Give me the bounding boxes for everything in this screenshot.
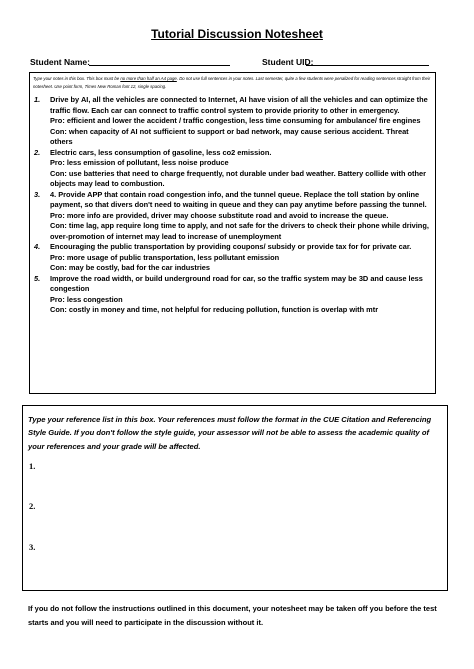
notes-list — [30, 95, 435, 316]
note-con: Con: costly in money and time, not helpful for reducing pollution, function is overlap with mtr — [50, 305, 379, 314]
reference-number: 1. — [29, 461, 36, 471]
footer-warning: If you do not follow the instructions outlined in this document, your notesheet may be taken off you before the test starts and you will need to participate in the discussion without it. — [28, 604, 437, 627]
note-point: 4. Provide APP that contain road congestion info, and the tunnel queue. Replace the toll station by online payment, so that divers don't need to waiting in queue and they can pay anytime before passing the tunnel. — [50, 189, 427, 209]
reference-box[interactable] — [22, 405, 448, 591]
note-pro: Pro: efficient and lower the accident / traffic congestion, less time consuming for ambulance/ fire engines — [50, 116, 421, 125]
note-point: Improve the road width, or build underground road for car, so the traffic system may be 3D and cause less congestion — [50, 273, 423, 293]
note-item — [30, 190, 435, 243]
note-pro: Pro: less emission of pollutant, less noise produce — [50, 158, 229, 167]
page-title: Tutorial Discussion Notesheet — [151, 27, 323, 41]
note-item — [30, 148, 435, 190]
student-name-field[interactable] — [89, 65, 230, 66]
note-number: 4. — [34, 242, 41, 251]
notes-instructions-limit: no more than half an A4 page — [120, 76, 177, 81]
note-item — [30, 242, 435, 274]
student-uid-field[interactable] — [306, 65, 429, 66]
note-con: Con: may be costly, bad for the car industries — [50, 263, 211, 272]
note-number: 1. — [34, 95, 41, 104]
note-con: Con: when capacity of AI not sufficient to support or bad network, may cause serious accident. Threat others — [50, 126, 409, 146]
reference-number: 3. — [29, 542, 36, 552]
notes-instructions-text-1: Type your notes in this box. This box must be — [33, 76, 121, 81]
note-number: 3. — [34, 189, 41, 199]
reference-number: 2. — [29, 501, 36, 511]
note-point: Electric cars, less consumption of gasoline, less co2 emission. — [50, 147, 272, 157]
note-pro: Pro: more usage of public transportation, less pollutant emission — [50, 252, 280, 262]
note-item — [30, 274, 435, 316]
student-name-label: Student Name: — [30, 57, 90, 67]
note-number: 5. — [34, 273, 41, 283]
notes-instructions-text-3: . — [165, 84, 167, 89]
note-point: Drive by AI, all the vehicles are connected to Internet, AI have vision of all the vehicles and can optimize the traffic flow. Each car can connect to traffic control system to provide priority to other in emergency. — [50, 95, 428, 115]
note-number: 2. — [34, 147, 41, 157]
notes-instructions-text-2: . Do not use full sentences in your notes. Last semester, quite a few students were penalized for reading sentences straight from their notesheet. Use point form, Times New Roman font 12, single spacing — [33, 76, 431, 89]
note-con: Con: time lag, app require long time to apply, and not safe for the drivers to check their phone while driving, over-promotion of internet may lead to increase of unemployment — [50, 221, 429, 241]
note-item — [30, 95, 435, 148]
reference-instructions: Type your reference list in this box. Your references must follow the format in the CUE Citation and Referencing Style Guide. If you don't follow the style guide, your assessor will not be able to assess the academic quality of your references and your grade will be affected. — [28, 415, 432, 451]
student-uid-label: Student UID: — [262, 57, 314, 67]
note-pro: Pro: less congestion — [50, 294, 123, 304]
note-pro: Pro: more info are provided, driver may choose substitute road and avoid to increase the queue. — [50, 210, 389, 220]
note-con: Con: use batteries that need to charge frequently, not durable under bad weather. Battery collide with other objects may lead to combustion. — [50, 168, 427, 188]
notes-box[interactable] — [29, 72, 436, 394]
notes-instructions — [33, 75, 433, 91]
note-point: Encouraging the public transportation by providing coupons/ subsidy or provide tax for for private car. — [50, 242, 412, 251]
